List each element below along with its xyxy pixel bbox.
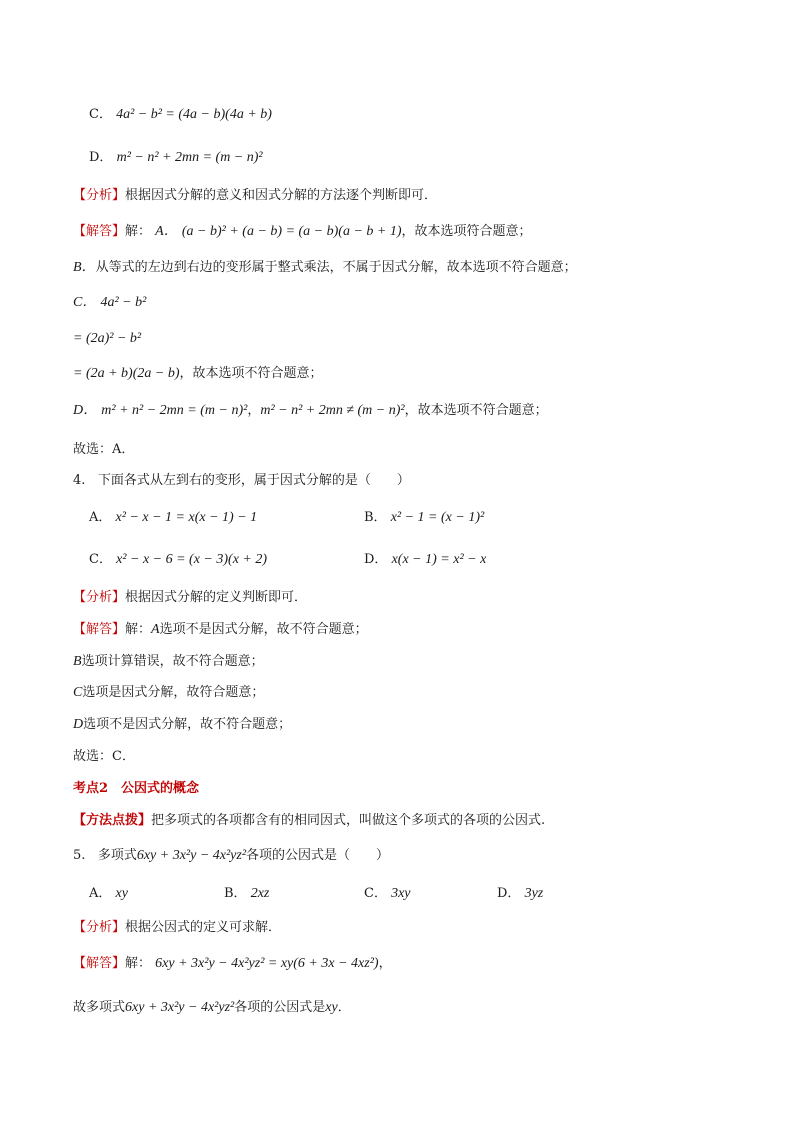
prev-option-c: C． 4a² − b² = (4a − b)(4a + b)	[89, 107, 272, 122]
prev-answer-b: B．从等式的左边到右边的变形属于整式乘法，不属于因式分解，故本选项不符合题意；	[73, 260, 577, 275]
q4-choice: 故选：C．	[73, 749, 135, 764]
q4-option-c: C． x² − x − 6 = (x − 3)(x + 2)	[89, 552, 268, 567]
q5-option-c: C． 3xy	[364, 886, 411, 901]
prev-answer-c-2: = (2a)² − b²	[73, 331, 142, 346]
prev-answer-a: 【解答】解： A． (a − b)² + (a − b) = (a − b)(a − b + 1)，故本选项符合题意；	[73, 224, 532, 239]
q5-option-d: D． 3yz	[497, 886, 544, 901]
q4-option-d: D． x(x − 1) = x² − x	[364, 552, 487, 567]
q4-analysis: 【分析】根据因式分解的定义判断即可．	[73, 590, 308, 605]
prev-answer-c-1: C． 4a² − b²	[73, 295, 147, 310]
q4-option-b: B． x² − 1 = (x − 1)²	[364, 510, 485, 525]
q5-option-a: A． xy	[89, 886, 128, 901]
section-heading: 考点2 公因式的概念	[73, 781, 200, 796]
q5-option-b: B． 2xz	[224, 886, 270, 901]
method-tip: 【方法点拨】把多项式的各项都含有的相同因式，叫做这个多项式的各项的公因式.	[73, 813, 546, 828]
prev-answer-d: D． m² + n² − 2mn = (m − n)²，m² − n² + 2mn ≠ (m − n)²，故本选项不符合题意；	[73, 403, 548, 418]
q5-answer: 【解答】解： 6xy + 3x²y − 4x²yz² = xy(6 + 3x − 4xz²)，	[73, 956, 392, 971]
prev-choice: 故选：A．	[73, 442, 135, 457]
q4-answer-c: C选项是因式分解，故符合题意；	[73, 685, 265, 700]
prev-option-d: D． m² − n² + 2mn = (m − n)²	[89, 150, 263, 165]
q4-answer-b: B选项计算错误，故不符合题意；	[73, 654, 264, 669]
q4-answer-a: 【解答】解：A选项不是因式分解，故不符合题意；	[73, 622, 368, 637]
q4-stem: 4. 下面各式从左到右的变形，属于因式分解的是（ ）	[73, 473, 410, 488]
prev-answer-c-3: = (2a + b)(2a − b)，故本选项不符合题意；	[73, 366, 323, 381]
q4-answer-d: D选项不是因式分解，故不符合题意；	[73, 717, 292, 732]
prev-analysis: 【分析】根据因式分解的意义和因式分解的方法逐个判断即可．	[73, 188, 438, 203]
q5-stem: 5. 多项式6xy + 3x²y − 4x²yz²各项的公因式是（ ）	[73, 848, 390, 863]
q5-conclusion: 故多项式6xy + 3x²y − 4x²yz²各项的公因式是xy．	[73, 1000, 351, 1015]
q4-option-a: A． x² − x − 1 = x(x − 1) − 1	[89, 510, 258, 525]
q5-analysis: 【分析】根据公因式的定义可求解．	[73, 920, 282, 935]
